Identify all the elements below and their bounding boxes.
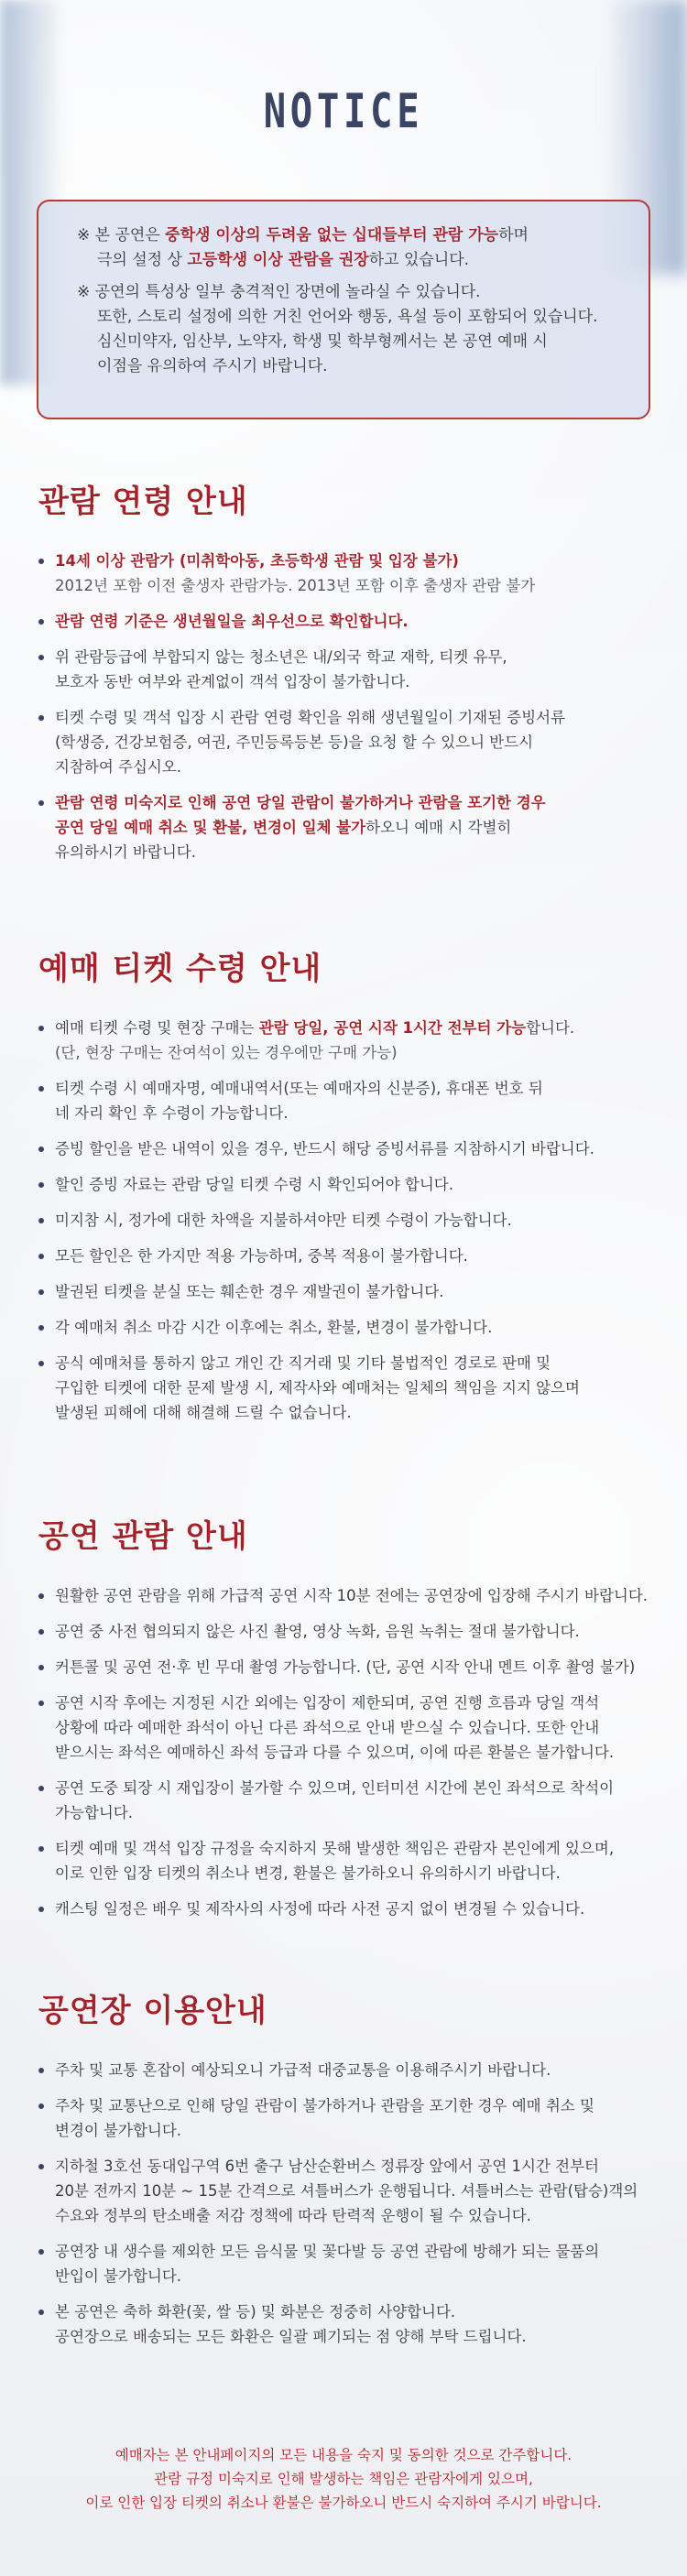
footer-line: 관람 규정 미숙지로 인해 발생하는 책임은 관람자에게 있으며, [154,2471,533,2487]
list-item: 각 예매처 취소 마감 시간 이후에는 취소, 환불, 변경이 불가합니다. [38,1315,661,1340]
list-item: 예매 티켓 수령 및 현장 구매는 관람 당일, 공연 시작 1시간 전부터 가능합니다. (단, 현장 구매는 잔여석이 있는 경우에만 구매 가능) [38,1016,661,1065]
section-title: 공연 관람 안내 [38,1518,248,1555]
list-item: 지하철 3호선 동대입구역 6번 출구 남산순환버스 정류장 앞에서 공연 1시간 전부터 20분 전까지 10분 ~ 15분 간격으로 셔틀버스가 운행됩니다. 셔틀버스는 관람(탑승)객의 수요와 정부의 탄소배출 저감 정책에 따라 탄력적 운행이 될 수 있습니다. [38,2154,661,2228]
list-item: 증빙 할인을 받은 내역이 있을 경우, 반드시 해당 증빙서류를 지참하시기 바랍니다. [38,1136,661,1161]
list-item: 모든 할인은 한 가지만 적용 가능하며, 중복 적용이 불가합니다. [38,1244,661,1268]
section-venue-guide [38,1985,661,2360]
notice-box [37,200,650,419]
page-title: NOTICE [263,84,424,139]
footer-line: 이로 인한 입장 티켓의 취소나 환불은 불가하오니 반드시 숙지하여 주시기 바랍니다. [85,2494,602,2511]
list-item: 발권된 티켓을 분실 또는 훼손한 경우 재발권이 불가합니다. [38,1279,661,1304]
list-item: 공연 시작 후에는 지정된 시간 외에는 입장이 제한되며, 공연 진행 흐름과 당일 객석 상황에 따라 예매한 좌석이 아닌 다른 좌석으로 안내 받으실 수 있습니다. 또한 안내 받으시는 좌석은 예매하신 좌석 등급과 다를 수 있으며, 이에 따른 환불은 불가합니다. [38,1690,661,1765]
section-title: 관람 연령 안내 [38,484,248,520]
venue-list [38,2058,661,2349]
section-title: 예매 티켓 수령 안내 [38,951,322,987]
list-item: 공식 예매처를 통하지 않고 개인 간 직거래 및 기타 불법적인 경로로 판매 및 구입한 티켓에 대한 문제 발생 시, 제작사와 예매처는 일체의 책임을 지지 않으며 발생된 피해에 대해 해결해 드릴 수 없습니다. [38,1351,661,1425]
list-item: 티켓 수령 시 예매자명, 예매내역서(또는 예매자의 신분증), 휴대폰 번호 뒤 네 자리 확인 후 수령이 가능합니다. [38,1076,661,1125]
list-item: 티켓 예매 및 객석 입장 규정을 숙지하지 못해 발생한 책임은 관람자 본인에게 있으며, 이로 인한 입장 티켓의 취소나 변경, 환불은 불가하오니 유의하시기 바랍니다. [38,1836,661,1886]
list-item: 14세 이상 관람가 (미취학아동, 초등학생 관람 및 입장 불가) 2012년 포함 이전 출생자 관람가능. 2013년 포함 이후 출생자 관람 불가 [38,549,661,598]
list-item: 할인 증빙 자료는 관람 당일 티켓 수령 시 확인되어야 합니다. [38,1172,661,1197]
list-item: 티켓 수령 및 객석 입장 시 관람 연령 확인을 위해 생년월일이 기재된 증빙서류 (학생증, 건강보험증, 여권, 주민등록등본 등)을 요청 할 수 있으니 반드시 지참하여 주십시오. [38,705,661,779]
list-item: 공연 도중 퇴장 시 재입장이 불가할 수 있으며, 인터미션 시간에 본인 좌석으로 착석이 가능합니다. [38,1776,661,1825]
section-viewing-guide [38,1511,661,1932]
age-list [38,549,661,864]
notice-line-content: ※ 공연의 특성상 일부 충격적인 장면에 놀라실 수 있습니다. 또한, 스토리 설정에 의한 거친 언어와 행동, 욕설 등이 포함되어 있습니다. 심신미약자, 임산부, 노약자, 학생 및 학부형께서는 본 공연 예매 시 이점을 유의하여 주시기 바랍니다. [77,283,598,375]
list-item: 커튼콜 및 공연 전·후 빈 무대 촬영 가능합니다. (단, 공연 시작 안내 멘트 이후 촬영 불가) [38,1655,661,1679]
list-item: 미지참 시, 정가에 대한 차액을 지불하셔야만 티켓 수령이 가능합니다. [38,1208,661,1233]
viewing-list [38,1583,661,1921]
ticket-list [38,1016,661,1425]
list-item: 공연 중 사전 협의되지 않은 사진 촬영, 영상 녹화, 음원 녹취는 절대 불가합니다. [38,1619,661,1644]
section-age-guide [38,476,661,875]
list-item: 주차 및 교통 혼잡이 예상되오니 가급적 대중교통을 이용해주시기 바랍니다. [38,2058,661,2082]
footer-line: 예매자는 본 안내페이지의 모든 내용을 숙지 및 동의한 것으로 간주합니다. [114,2447,572,2463]
list-item: 캐스팅 일정은 배우 및 제작사의 사정에 따라 사전 공지 없이 변경될 수 있습니다. [38,1897,661,1921]
list-item: 원활한 공연 관람을 위해 가급적 공연 시작 10분 전에는 공연장에 입장해 주시기 바랍니다. [38,1583,661,1608]
list-item: 위 관람등급에 부합되지 않는 청소년은 내/외국 학교 재학, 티켓 유무, 보호자 동반 여부와 관계없이 객석 입장이 불가합니다. [38,645,661,694]
footer-disclaimer [0,2443,687,2515]
notice-line-age: ※ 본 공연은 중학생 이상의 두려움 없는 십대들부터 관람 가능하며 극의 설정 상 고등학생 이상 관람을 권장하고 있습니다. [77,226,529,269]
section-ticket-pickup [38,943,661,1436]
list-item: 공연장 내 생수를 제외한 모든 음식물 및 꽃다발 등 공연 관람에 방해가 되는 물품의 반입이 불가합니다. [38,2239,661,2288]
list-item: 관람 연령 미숙지로 인해 공연 당일 관람이 불가하거나 관람을 포기한 경우 공연 당일 예매 취소 및 환불, 변경이 일체 불가하오니 예매 시 각별히 유의하시기 바랍니다. [38,790,661,864]
section-title: 공연장 이용안내 [38,1993,267,2029]
list-item: 관람 연령 기준은 생년월일을 최우선으로 확인합니다. [38,609,661,634]
list-item: 본 공연은 축하 화환(꽃, 쌀 등) 및 화분은 정중히 사양합니다. 공연장으로 배송되는 모든 화환은 일괄 폐기되는 점 양해 부탁 드립니다. [38,2299,661,2349]
list-item: 주차 및 교통난으로 인해 당일 관람이 불가하거나 관람을 포기한 경우 예매 취소 및 변경이 불가합니다. [38,2093,661,2143]
